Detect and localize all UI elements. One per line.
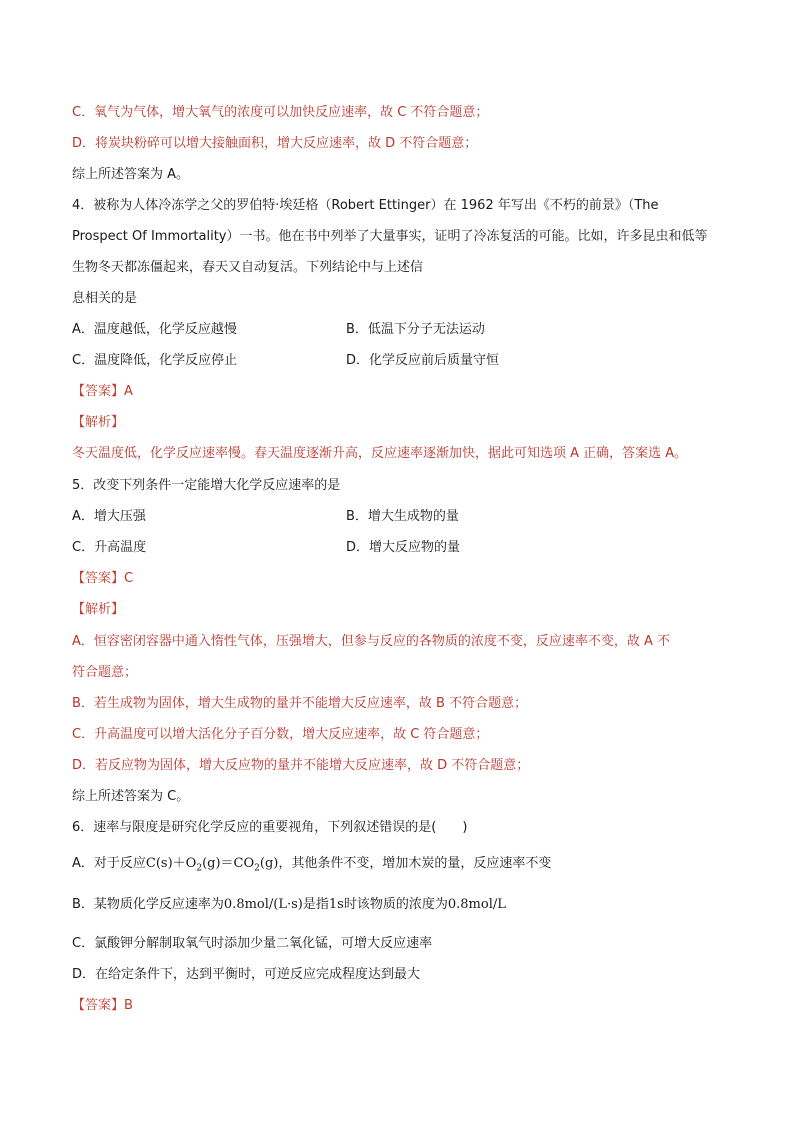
q4-options-row2 — [72, 352, 722, 370]
q5-analysis-a-line1: A．恒容密闭容器中通入惰性气体，压强增大，但参与反应的各物质的浓度不变，反应速率不变，故 A 不 — [72, 634, 671, 649]
q5-options-row1 — [72, 508, 722, 526]
q4-option-c: C．温度降低，化学反应停止 — [72, 353, 238, 368]
q5-analysis-d: D．若反应物为固体，增大反应物的量并不能增大反应速率，故 D 不符合题意； — [72, 758, 530, 773]
time-value: 1s — [328, 897, 344, 912]
q6-option-a-suffix: ，其他条件不变，增加木炭的量，反应速率不变 — [278, 856, 552, 871]
q5-option-d: D．增大反应物的量 — [346, 540, 461, 555]
q5-analysis-c: C．升高温度可以增大活化分子百分数，增大反应速率，故 C 符合题意； — [72, 727, 489, 742]
answer-value: A — [124, 384, 133, 399]
q5-options-row2 — [72, 539, 722, 557]
q6-option-b-mid: 是指 — [302, 897, 329, 912]
q4-option-d: D．化学反应前后质量守恒 — [346, 353, 500, 368]
eq-subscript-1: 2 — [196, 863, 203, 874]
q4-stem-line3: 生物冬天都冻僵起来，春天又自动复活。下列结论中与上述信 — [72, 260, 424, 275]
q4-stem-line2: Prospect Of Immortality）一书。他在书中列举了大量事实，证明了冷冻复活的可能。比如，许多昆虫和低等 — [72, 229, 708, 244]
answer-value: C — [124, 571, 134, 586]
q3-summary: 综上所述答案为 A。 — [72, 167, 190, 182]
reaction-equation — [145, 856, 279, 874]
q5-option-b: B．增大生成物的量 — [346, 509, 459, 524]
q4-answer — [72, 383, 133, 401]
q5-analysis-a-line2: 符合题意； — [72, 665, 138, 680]
q4-option-a: A．温度越低，化学反应越慢 — [72, 322, 237, 337]
q4-analysis-tag: 【解析】 — [72, 415, 125, 430]
eq-part-2: (g)＝CO — [202, 856, 255, 871]
q5-answer — [72, 570, 133, 588]
q3-analysis-d: D．将炭块粉碎可以增大接触面积，增大反应速率，故 D 不符合题意； — [72, 136, 478, 151]
answer-tag: 【答案】 — [72, 998, 125, 1013]
q5-option-c: C．升高温度 — [72, 540, 147, 555]
eq-subscript-2: 2 — [254, 863, 260, 874]
q6-option-d: D．在给定条件下，达到平衡时，可逆反应完成程度达到最大 — [72, 967, 421, 982]
q4-analysis: 冬天温度低，化学反应速率慢。春天温度逐渐升高，反应速率逐渐加快，据此可知选项 A 正确，答案选 A。 — [72, 446, 688, 461]
q6-option-b-mid2: 时该物质的浓度为 — [343, 897, 448, 912]
q5-summary: 综上所述答案为 C。 — [72, 789, 190, 804]
eq-part-1: C(s)＋O — [145, 856, 197, 871]
q5-analysis-tag: 【解析】 — [72, 602, 125, 617]
rate-value: 0.8mol/(L·s) — [223, 897, 303, 912]
q5-option-a: A．增大压强 — [72, 509, 146, 524]
q3-analysis-c: C．氧气为气体，增大氧气的浓度可以加快反应速率，故 C 不符合题意； — [72, 105, 489, 120]
q6-option-c: C．氯酸钾分解制取氧气时添加少量二氧化锰，可增大反应速率 — [72, 936, 433, 951]
eq-part-3: (g) — [259, 856, 279, 871]
q6-answer — [72, 997, 133, 1015]
answer-tag: 【答案】 — [72, 571, 125, 586]
q5-analysis-b: B．若生成物为固体，增大生成物的量并不能增大反应速率，故 B 不符合题意； — [72, 696, 528, 711]
q5-stem: 5．改变下列条件一定能增大化学反应速率的是 — [72, 478, 341, 493]
answer-value: B — [124, 998, 133, 1013]
q6-option-a — [72, 855, 551, 878]
q4-stem-line4: 息相关的是 — [72, 291, 138, 306]
q6-stem: 6．速率与限度是研究化学反应的重要视角，下列叙述错误的是( ) — [72, 820, 468, 835]
q4-stem-line1: 4．被称为人体冷冻学之父的罗伯特·埃廷格（Robert Ettinger）在 1962 年写出《不朽的前景》（The — [72, 198, 659, 213]
q6-option-b-prefix: B．某物质化学反应速率为 — [72, 897, 224, 912]
q4-options-row1 — [72, 321, 722, 339]
q4-option-b: B．低温下分子无法运动 — [346, 322, 485, 337]
concentration-value: 0.8mol/L — [447, 897, 506, 912]
answer-tag: 【答案】 — [72, 384, 125, 399]
q6-option-b — [72, 896, 506, 914]
q6-option-a-prefix: A．对于反应 — [72, 856, 146, 871]
